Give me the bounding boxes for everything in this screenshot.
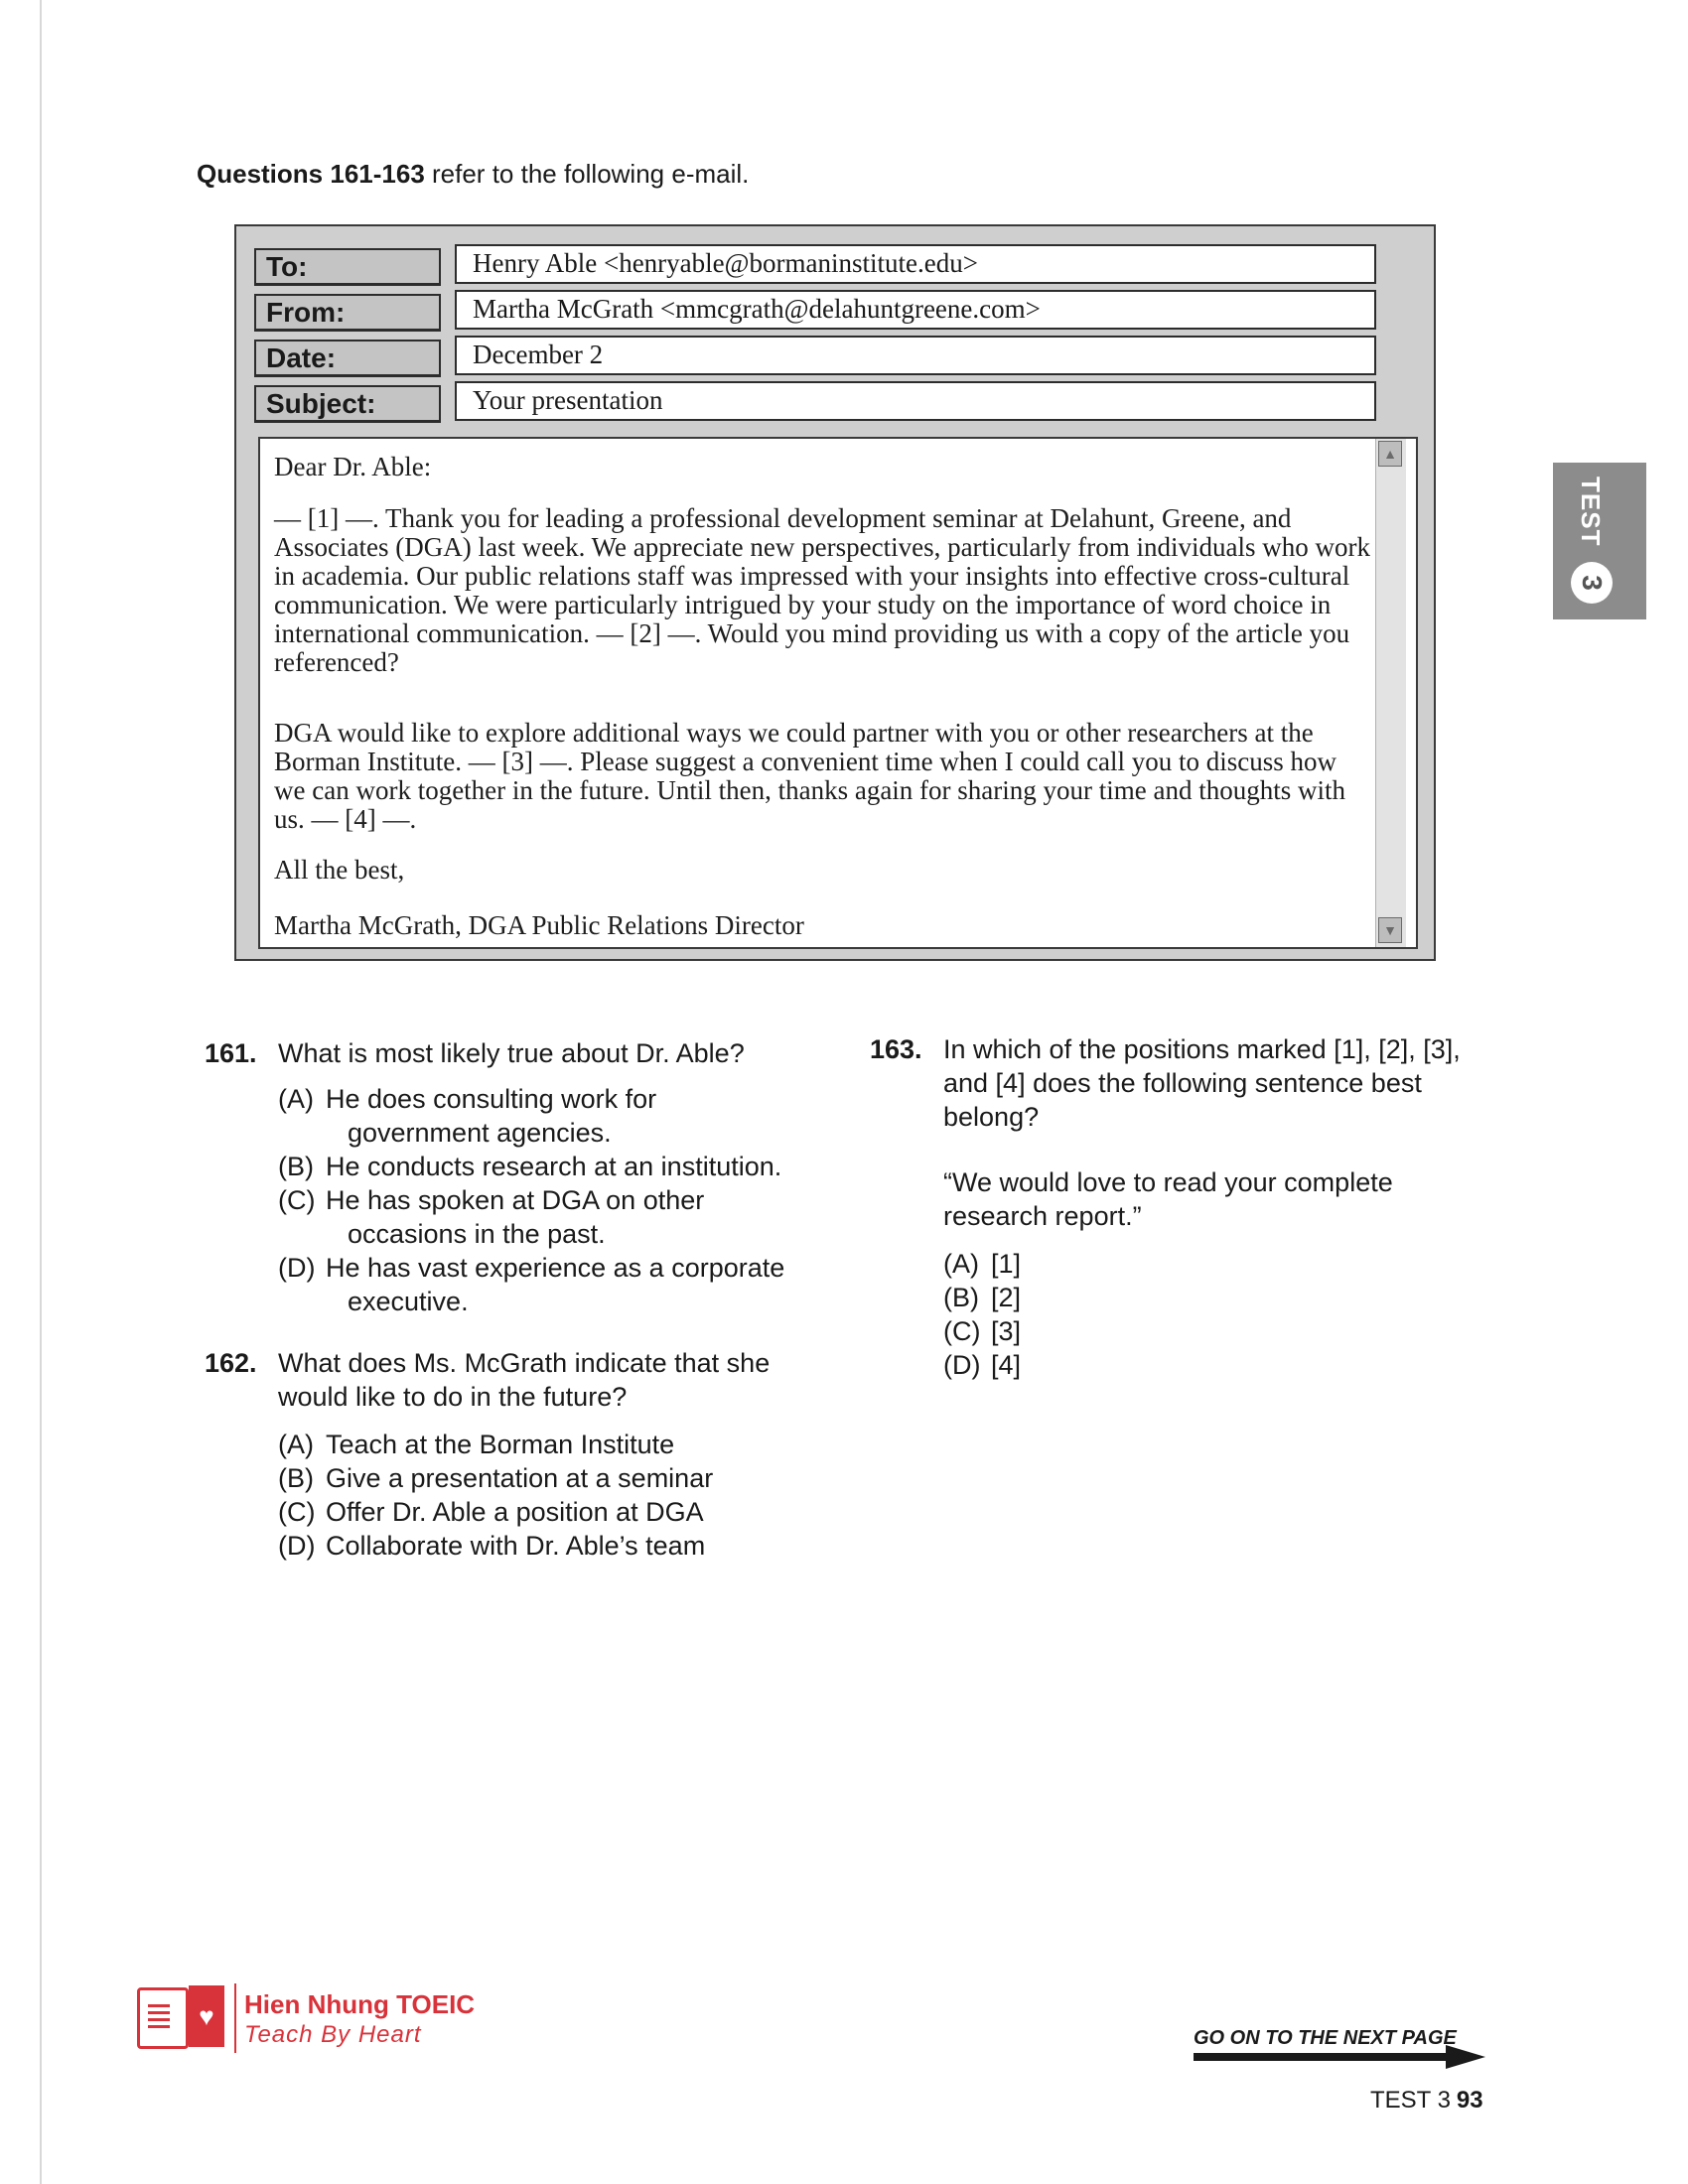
book-icon — [137, 1987, 189, 2049]
page-footer — [1370, 2087, 1483, 2115]
option-a[interactable] — [278, 1428, 674, 1461]
email-paragraph-1: — [1] —. Thank you for leading a professional development seminar at Delahunt, Greene, and Associates (DGA) last week. We appreciate new perspectives, particularly from individuals who work in academia. Our public relations staff was impressed with your insights into effective cross-cultural communication. We were particularly intrigued by your study on the importance of word choice in international communication. — [2] —. Would you mind providing us with a copy of the article you referenced? — [274, 503, 1370, 677]
option-letter: (B) — [943, 1283, 979, 1312]
question-number: 161. — [205, 1038, 257, 1068]
email-paragraph-2: DGA would like to explore additional ways we could partner with you or other researchers at the Borman Institute. — [3] —. Please suggest a convenient time when I could call you to discuss how we can work together in the future. Until then, thanks again for sharing your time and thoughts with us. — [4] —. — [274, 718, 1345, 834]
option-text: [3] — [991, 1316, 1022, 1346]
option-text: [4] — [991, 1350, 1022, 1380]
email-greeting: Dear Dr. Able: — [274, 452, 432, 481]
triangle-down-icon: ▼ — [1383, 922, 1397, 938]
option-b[interactable] — [943, 1281, 1021, 1314]
scroll-down-button[interactable] — [1378, 917, 1402, 943]
page-edge — [40, 0, 42, 2184]
email-body — [258, 437, 1418, 949]
option-letter: (D) — [278, 1531, 316, 1561]
side-tab-label: TEST — [1576, 477, 1606, 547]
option-d[interactable] — [943, 1348, 1021, 1382]
arrow-head-icon — [1446, 2045, 1485, 2069]
option-b[interactable] — [278, 1150, 781, 1183]
question-162 — [205, 1346, 840, 1574]
option-c[interactable] — [943, 1314, 1021, 1348]
option-letter: (D) — [278, 1253, 316, 1283]
option-text: Give a presentation at a seminar — [326, 1463, 714, 1493]
option-letter: (B) — [278, 1152, 314, 1181]
option-d[interactable] — [278, 1251, 784, 1318]
triangle-up-icon: ▲ — [1383, 446, 1397, 462]
option-letter: (C) — [278, 1185, 316, 1215]
option-text-cont: executive. — [348, 1287, 469, 1316]
question-stem-line-3: belong? — [943, 1102, 1040, 1132]
question-stem: What is most likely true about Dr. Able? — [278, 1038, 745, 1068]
from-label: From: — [254, 294, 441, 332]
email-closing: All the best, — [274, 855, 405, 885]
option-letter: (D) — [943, 1350, 981, 1380]
option-letter: (A) — [278, 1084, 314, 1114]
email-scrollbar[interactable] — [1375, 439, 1406, 947]
option-d[interactable] — [278, 1529, 705, 1563]
side-tab-number: 3 — [1571, 562, 1613, 604]
option-letter: (A) — [943, 1249, 979, 1279]
logo-title: Hien Nhung TOEIC — [244, 1989, 476, 2019]
next-page-label: GO ON TO THE NEXT PAGE — [1194, 2027, 1457, 2049]
option-letter: (C) — [943, 1316, 981, 1346]
option-letter: (B) — [278, 1463, 314, 1493]
date-label: Date: — [254, 340, 441, 377]
date-field[interactable]: December 2 — [455, 336, 1376, 375]
question-stem-line-1: What does Ms. McGrath indicate that she — [278, 1348, 771, 1378]
arrow-right-icon — [1194, 2053, 1454, 2061]
question-stem-line-1: In which of the positions marked [1], [2], [3], — [943, 1034, 1461, 1064]
intro-question-range: Questions 161-163 — [197, 159, 425, 189]
option-text: Teach at the Borman Institute — [326, 1430, 675, 1459]
option-text: Offer Dr. Able a position at DGA — [326, 1497, 704, 1527]
intro-text: refer to the following e-mail. — [424, 159, 750, 189]
heart-icon: ♥ — [189, 1985, 224, 2047]
page-number: 93 — [1456, 2087, 1483, 2114]
option-text: He has spoken at DGA on other — [326, 1185, 705, 1215]
to-field[interactable]: Henry Able <henryable@bormaninstitute.edu> — [455, 244, 1376, 284]
option-letter: (C) — [278, 1497, 316, 1527]
option-text: He has vast experience as a corporate — [326, 1253, 785, 1283]
from-field[interactable]: Martha McGrath <mmcgrath@delahuntgreene.com> — [455, 290, 1376, 330]
option-text-cont: occasions in the past. — [348, 1219, 606, 1249]
question-stem-line-2: would like to do in the future? — [278, 1382, 628, 1412]
questions-intro — [197, 159, 749, 190]
option-a[interactable] — [278, 1082, 656, 1150]
quoted-sentence-line-1: “We would love to read your complete — [943, 1167, 1393, 1197]
email-window — [234, 224, 1436, 961]
logo-subtitle: Teach By Heart — [244, 2021, 422, 2048]
logo-divider — [234, 1983, 236, 2053]
question-number: 163. — [870, 1034, 922, 1064]
option-text: Collaborate with Dr. Able’s team — [326, 1531, 706, 1561]
question-161 — [205, 1036, 840, 1324]
subject-field[interactable]: Your presentation — [455, 381, 1376, 421]
subject-label: Subject: — [254, 385, 441, 423]
footer-test-label: TEST 3 — [1370, 2087, 1451, 2114]
scroll-up-button[interactable] — [1378, 441, 1402, 467]
test-side-tab — [1553, 463, 1646, 619]
question-number: 162. — [205, 1348, 257, 1378]
option-b[interactable] — [278, 1461, 713, 1495]
question-stem-line-2: and [4] does the following sentence best — [943, 1068, 1422, 1098]
option-c[interactable] — [278, 1183, 704, 1251]
option-text: He does consulting work for — [326, 1084, 657, 1114]
option-letter: (A) — [278, 1430, 314, 1459]
option-a[interactable] — [943, 1247, 1021, 1281]
option-text: [1] — [991, 1249, 1022, 1279]
option-c[interactable] — [278, 1495, 704, 1529]
option-text-cont: government agencies. — [348, 1118, 612, 1148]
email-signature: Martha McGrath, DGA Public Relations Director — [274, 910, 804, 940]
question-163 — [870, 1032, 1505, 1380]
to-label: To: — [254, 248, 441, 286]
option-text: He conducts research at an institution. — [326, 1152, 782, 1181]
option-text: [2] — [991, 1283, 1022, 1312]
quoted-sentence-line-2: research report.” — [943, 1201, 1142, 1231]
